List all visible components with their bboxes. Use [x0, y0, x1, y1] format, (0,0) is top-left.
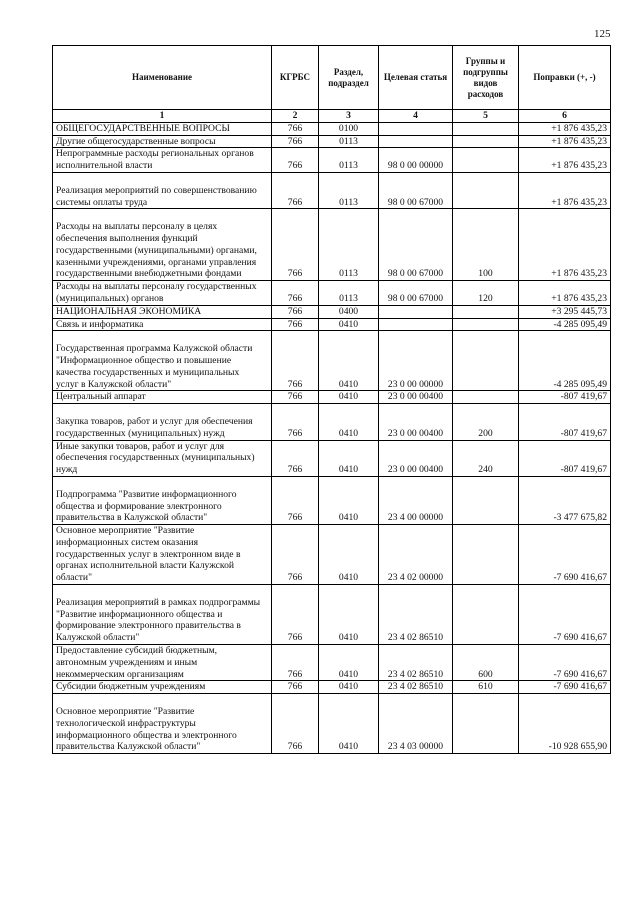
row-name: Расходы на выплаты персоналу в целях обеспечения выполнения функций государственными (муниципальными) органами, казенными учреждениями, органами управления государственными внебюджетными фондами [53, 209, 272, 281]
budget-amendments-table [52, 45, 611, 754]
table-row [53, 681, 611, 694]
row-amount: +1 876 435,23 [519, 172, 611, 208]
column-number: 2 [272, 110, 319, 123]
row-amount: -7 690 416,67 [519, 645, 611, 681]
row-group: 610 [453, 681, 519, 694]
row-group: 120 [453, 281, 519, 306]
row-amount: -4 285 095,49 [519, 318, 611, 331]
row-amount: +1 876 435,23 [519, 209, 611, 281]
row-name: Подпрограмма "Развитие информационного общества и формирование электронного правительства в Калужской области" [53, 476, 272, 524]
row-kgrbs: 766 [272, 172, 319, 208]
row-name: Субсидии бюджетным учреждениям [53, 681, 272, 694]
row-kgrbs: 766 [272, 148, 319, 173]
row-target: 98 0 00 67000 [379, 172, 453, 208]
row-amount: -3 477 675,82 [519, 476, 611, 524]
row-name: Расходы на выплаты персоналу государственных (муниципальных) органов [53, 281, 272, 306]
table-row [53, 281, 611, 306]
table-row [53, 525, 611, 585]
row-target: 23 4 02 00000 [379, 525, 453, 585]
row-group [453, 585, 519, 645]
row-target [379, 122, 453, 135]
table-row [53, 148, 611, 173]
table-row [53, 318, 611, 331]
header-groups: Группы и подгруппы видов расходов [453, 46, 519, 110]
table-row [53, 645, 611, 681]
row-section: 0410 [319, 440, 379, 476]
table-row [53, 331, 611, 391]
row-amount: +1 876 435,23 [519, 122, 611, 135]
row-target: 23 0 00 00400 [379, 391, 453, 404]
row-group [453, 305, 519, 318]
row-target: 23 0 00 00400 [379, 440, 453, 476]
row-kgrbs: 766 [272, 404, 319, 440]
row-amount: -7 690 416,67 [519, 681, 611, 694]
row-group [453, 525, 519, 585]
row-target: 98 0 00 00000 [379, 148, 453, 173]
row-amount: +1 876 435,23 [519, 148, 611, 173]
row-target [379, 305, 453, 318]
header-kgrbs: КГРБС [272, 46, 319, 110]
row-target: 23 4 00 00000 [379, 476, 453, 524]
row-kgrbs: 766 [272, 122, 319, 135]
header-section: Раздел, подраздел [319, 46, 379, 110]
header-name: Наименование [53, 46, 272, 110]
row-name: Государственная программа Калужской области "Информационное общество и повышение качества государственных и муниципальных услуг в Калужской области" [53, 331, 272, 391]
table-row [53, 440, 611, 476]
row-group [453, 391, 519, 404]
row-section: 0113 [319, 148, 379, 173]
row-kgrbs: 766 [272, 694, 319, 754]
table-row [53, 305, 611, 318]
row-name: Реализация мероприятий в рамках подпрограммы "Развитие информационного общества и формирование электронного правительства в Калужской области" [53, 585, 272, 645]
row-name: Предоставление субсидий бюджетным, автономным учреждениям и иным некоммерческим организациям [53, 645, 272, 681]
header-row [53, 46, 611, 110]
row-section: 0410 [319, 694, 379, 754]
row-amount: +3 295 445,73 [519, 305, 611, 318]
row-target: 23 4 03 00000 [379, 694, 453, 754]
table-row [53, 209, 611, 281]
row-group [453, 172, 519, 208]
row-amount: -10 928 655,90 [519, 694, 611, 754]
row-amount: -807 419,67 [519, 391, 611, 404]
row-kgrbs: 766 [272, 281, 319, 306]
row-target: 23 0 00 00400 [379, 404, 453, 440]
column-number: 5 [453, 110, 519, 123]
row-group [453, 135, 519, 148]
table-row [53, 391, 611, 404]
row-section: 0410 [319, 331, 379, 391]
row-group [453, 148, 519, 173]
row-target: 23 4 02 86510 [379, 681, 453, 694]
row-kgrbs: 766 [272, 440, 319, 476]
row-name: Центральный аппарат [53, 391, 272, 404]
row-section: 0410 [319, 681, 379, 694]
row-kgrbs: 766 [272, 525, 319, 585]
row-section: 0113 [319, 209, 379, 281]
row-section: 0410 [319, 391, 379, 404]
row-kgrbs: 766 [272, 135, 319, 148]
row-group [453, 318, 519, 331]
row-name: ОБЩЕГОСУДАРСТВЕННЫЕ ВОПРОСЫ [53, 122, 272, 135]
row-section: 0410 [319, 645, 379, 681]
row-target: 98 0 00 67000 [379, 281, 453, 306]
row-kgrbs: 766 [272, 391, 319, 404]
column-number: 1 [53, 110, 272, 123]
row-group [453, 476, 519, 524]
row-group: 240 [453, 440, 519, 476]
row-section: 0100 [319, 122, 379, 135]
row-amount: -4 285 095,49 [519, 331, 611, 391]
row-target [379, 318, 453, 331]
row-kgrbs: 766 [272, 681, 319, 694]
row-kgrbs: 766 [272, 318, 319, 331]
row-target: 23 4 02 86510 [379, 645, 453, 681]
row-kgrbs: 766 [272, 645, 319, 681]
row-name: Основное мероприятие "Развитие информационных систем оказания государственных услуг в электронном виде в органах исполнительной власти Калужской области" [53, 525, 272, 585]
row-amount: +1 876 435,23 [519, 281, 611, 306]
row-group [453, 122, 519, 135]
row-target: 23 0 00 00000 [379, 331, 453, 391]
column-number: 3 [319, 110, 379, 123]
header-target: Целевая статья [379, 46, 453, 110]
table-row [53, 135, 611, 148]
row-group [453, 694, 519, 754]
table-row [53, 476, 611, 524]
row-name: Непрограммные расходы региональных органов исполнительной власти [53, 148, 272, 173]
row-name: Иные закупки товаров, работ и услуг для обеспечения государственных (муниципальных) нужд [53, 440, 272, 476]
row-section: 0400 [319, 305, 379, 318]
row-section: 0113 [319, 135, 379, 148]
row-amount: +1 876 435,23 [519, 135, 611, 148]
row-group: 200 [453, 404, 519, 440]
row-section: 0113 [319, 281, 379, 306]
row-section: 0410 [319, 585, 379, 645]
column-number-row [53, 110, 611, 123]
table-row [53, 694, 611, 754]
table-row [53, 404, 611, 440]
row-name: Закупка товаров, работ и услуг для обеспечения государственных (муниципальных) нужд [53, 404, 272, 440]
column-number: 4 [379, 110, 453, 123]
row-name: Другие общегосударственные вопросы [53, 135, 272, 148]
page-number: 125 [594, 28, 611, 40]
row-name: Связь и информатика [53, 318, 272, 331]
row-target: 23 4 02 86510 [379, 585, 453, 645]
row-name: НАЦИОНАЛЬНАЯ ЭКОНОМИКА [53, 305, 272, 318]
row-kgrbs: 766 [272, 585, 319, 645]
row-section: 0410 [319, 318, 379, 331]
row-target: 98 0 00 67000 [379, 209, 453, 281]
row-section: 0410 [319, 476, 379, 524]
row-target [379, 135, 453, 148]
row-amount: -7 690 416,67 [519, 585, 611, 645]
header-amendments: Поправки (+, -) [519, 46, 611, 110]
row-group: 600 [453, 645, 519, 681]
row-kgrbs: 766 [272, 476, 319, 524]
row-amount: -807 419,67 [519, 440, 611, 476]
row-group: 100 [453, 209, 519, 281]
column-number: 6 [519, 110, 611, 123]
row-section: 0410 [319, 404, 379, 440]
table-row [53, 585, 611, 645]
row-kgrbs: 766 [272, 331, 319, 391]
row-section: 0410 [319, 525, 379, 585]
row-name: Основное мероприятие "Развитие технологической инфраструктуры информационного общества и электронного правительства Калужской области" [53, 694, 272, 754]
row-amount: -807 419,67 [519, 404, 611, 440]
row-section: 0113 [319, 172, 379, 208]
row-name: Реализация мероприятий по совершенствованию системы оплаты труда [53, 172, 272, 208]
row-amount: -7 690 416,67 [519, 525, 611, 585]
table-row [53, 122, 611, 135]
row-kgrbs: 766 [272, 209, 319, 281]
row-kgrbs: 766 [272, 305, 319, 318]
table-row [53, 172, 611, 208]
row-group [453, 331, 519, 391]
